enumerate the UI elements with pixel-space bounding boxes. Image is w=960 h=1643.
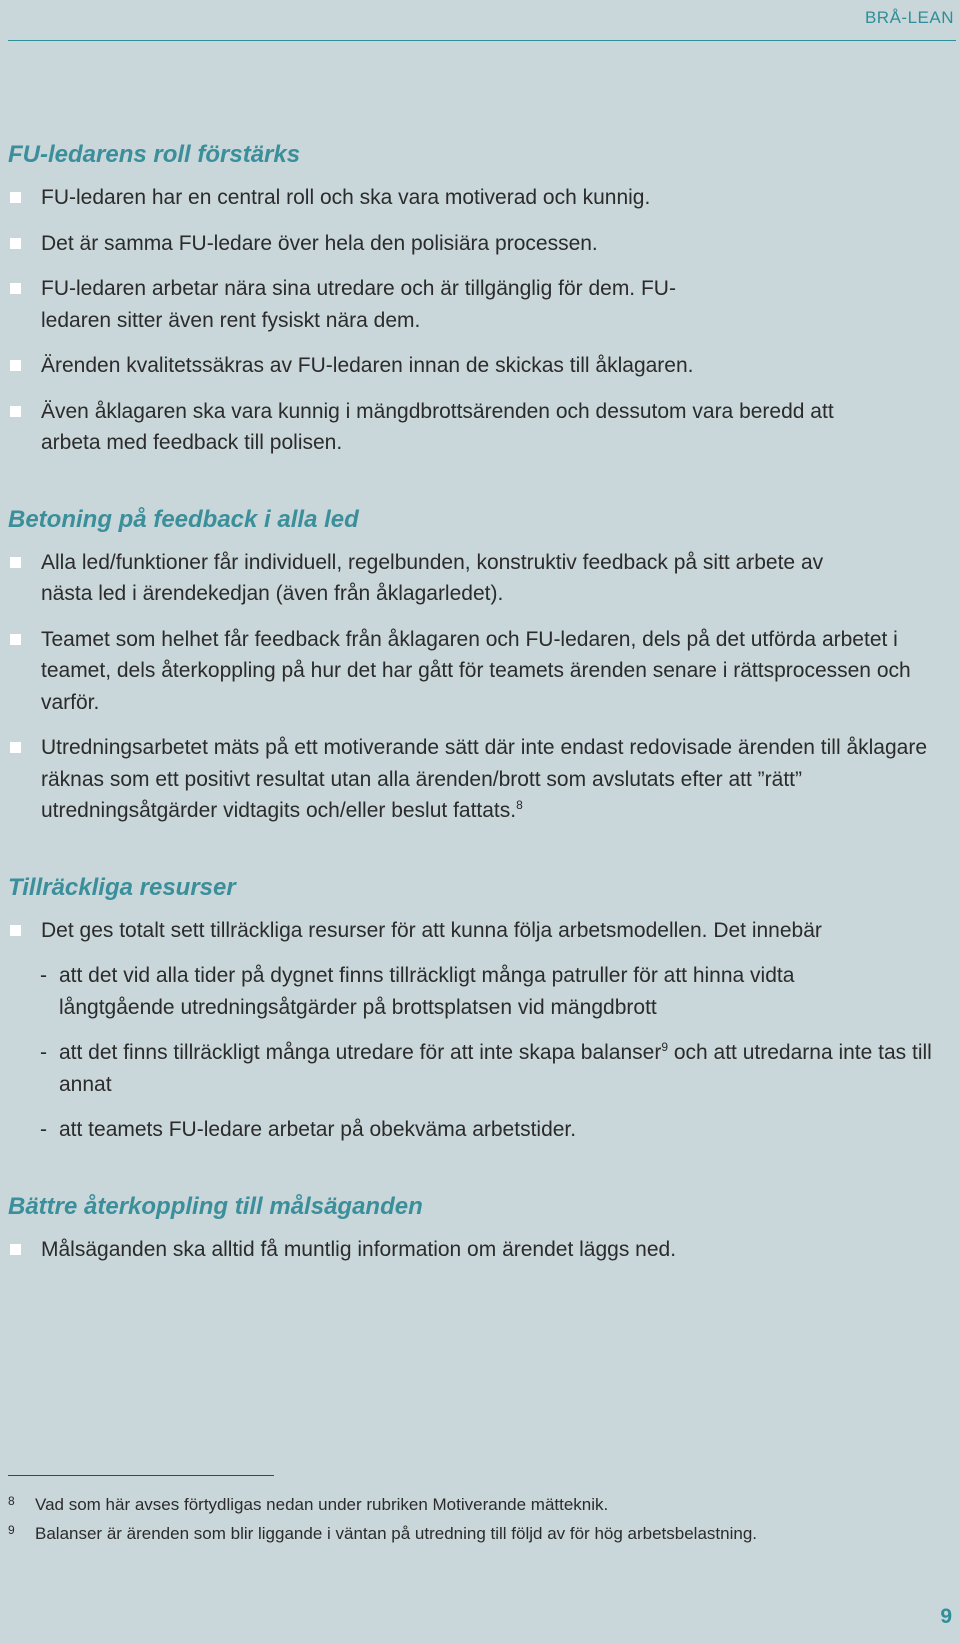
running-header: BRÅ-LEAN: [864, 8, 954, 27]
sub-list-item-text: att det vid alla tider på dygnet finns tillräckligt många patruller för att hinna vidta långtgående utredningsåtgärder på brottsplatsen vid mängdbrott: [59, 964, 795, 1019]
section-heading: Bättre återkoppling till målsäganden: [8, 1192, 423, 1220]
section-resurser: [8, 873, 956, 1146]
square-bullet-icon: [10, 742, 21, 753]
dash-bullet-icon: -: [40, 1041, 47, 1064]
list-item-text: Det är samma FU-ledare över hela den polisiära processen.: [41, 231, 598, 255]
section-aterkoppling: [8, 1192, 956, 1266]
list-item-text: Utredningsarbetet mäts på ett motiverande sätt där inte endast redovisade ärenden till åklagare räknas som ett positivt resultat utan alla ärenden/brott som avslutats efter att ”rätt” utredningsåtgärder vidtagits och/eller beslut fattats.: [41, 736, 928, 822]
dash-bullet-icon: -: [40, 1118, 47, 1141]
footnote: [8, 1494, 948, 1516]
square-bullet-icon: [10, 1244, 21, 1255]
footnote-text: Balanser är ärenden som blir liggande i väntan på utredning till följd av för hög arbetsbelastning.: [35, 1524, 758, 1543]
list-item: [8, 228, 956, 260]
section-heading: Betoning på feedback i alla led: [8, 505, 359, 533]
square-bullet-icon: [10, 360, 21, 371]
square-bullet-icon: [10, 238, 21, 249]
footnote: [8, 1523, 948, 1545]
section-heading: Tillräckliga resurser: [8, 873, 236, 901]
section-heading: FU-ledarens roll förstärks: [8, 141, 301, 168]
square-bullet-icon: [10, 634, 21, 645]
footnotes: [8, 1494, 948, 1552]
list-item-text: Målsäganden ska alltid få muntlig information om ärendet läggs ned.: [41, 1237, 677, 1261]
list-item: [8, 182, 956, 214]
list-item: [8, 915, 956, 947]
list-item-text: Det ges totalt sett tillräckliga resurser för att kunna följa arbetsmodellen. Det innebär: [41, 918, 822, 942]
sub-list-item-text-tail: och att utredarna inte tas till annat: [59, 1041, 932, 1096]
footnote-text: Vad som här avses förtydligas nedan under rubriken Motiverande mätteknik.: [35, 1495, 609, 1514]
sub-list-item-text: att teamets FU-ledare arbetar på obekväma arbetstider.: [59, 1118, 577, 1141]
list-item-text: Även åklagaren ska vara kunnig i mängdbrottsärenden och dessutom vara beredd att arbeta med feedback till polisen.: [41, 399, 834, 454]
footnote-ref: 9: [661, 1040, 669, 1054]
list-item: [8, 273, 956, 336]
list-item: [8, 1234, 956, 1266]
sub-list-item: [8, 960, 956, 1023]
list-item-text: Alla led/funktioner får individuell, regelbunden, konstruktiv feedback på sitt arbete av nästa led i ärendekedjan (även från åklagarledet).: [41, 550, 824, 605]
page-number: 9: [940, 1605, 952, 1628]
square-bullet-icon: [10, 925, 21, 936]
list-item: [8, 396, 956, 459]
footnote-number: 8: [8, 1494, 15, 1508]
list-item: [8, 732, 956, 827]
list-item-text: FU-ledaren arbetar nära sina utredare och är tillgänglig för dem. FU-ledaren sitter även rent fysiskt nära dem.: [41, 277, 676, 332]
list-item-text: Ärenden kvalitetssäkras av FU-ledaren innan de skickas till åklagaren.: [41, 354, 694, 377]
list-item: [8, 350, 956, 382]
square-bullet-icon: [10, 557, 21, 568]
section-feedback: [8, 505, 956, 827]
square-bullet-icon: [10, 283, 21, 294]
list-item-text: FU-ledaren har en central roll och ska vara motiverad och kunnig.: [41, 186, 651, 209]
list-item-text: Teamet som helhet får feedback från åklagaren och FU-ledaren, dels på det utförda arbetet i teamet, dels återkoppling på hur det har gått för teamets ärenden senare i rättsprocessen och varför.: [41, 627, 911, 714]
list-item: [8, 547, 956, 610]
square-bullet-icon: [10, 406, 21, 417]
sub-list-item-text: att det finns tillräckligt många utredare för att inte skapa balanser: [59, 1041, 662, 1064]
footnote-ref: 8: [516, 798, 523, 812]
header-divider: [8, 40, 956, 41]
page-body: [8, 140, 956, 1311]
sub-list-item: [8, 1037, 956, 1100]
square-bullet-icon: [10, 192, 21, 203]
section-fu-ledare: [8, 140, 956, 459]
sub-list-item: [8, 1114, 956, 1146]
footnote-divider: [8, 1475, 274, 1476]
footnote-number: 9: [8, 1523, 15, 1537]
list-item: [8, 624, 956, 719]
dash-bullet-icon: -: [40, 964, 47, 987]
